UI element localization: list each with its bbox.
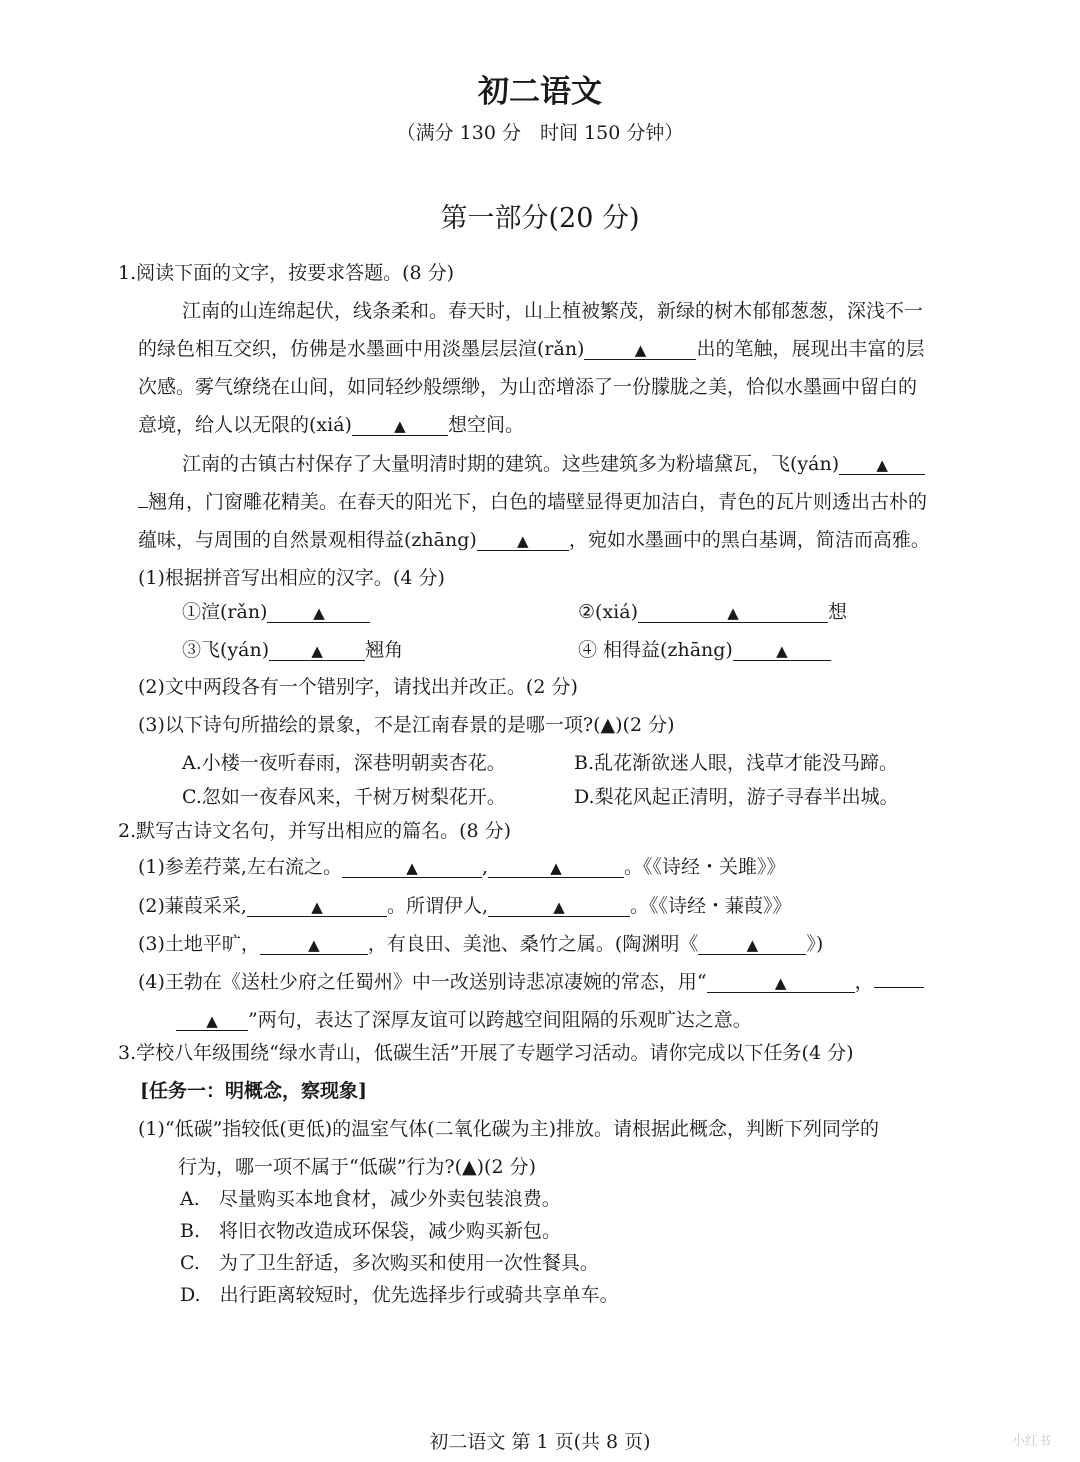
q1-sub1-label: (1)根据拼音写出相应的汉字。(4 分) [138, 567, 445, 589]
option-d: D.梨花风起正清明，游子寻春半出城。 [574, 786, 899, 808]
q3-sub1-line1: (1)“低碳”指较低(更低)的温室气体(二氧化碳为主)排放。请根据此概念，判断下列同学的 [138, 1118, 879, 1140]
answer-blank-2-4a[interactable]: ▲ [707, 973, 855, 993]
q3-option-c: C. 为了卫生舒适，多次购买和使用一次性餐具。 [180, 1252, 599, 1274]
answer-field-3[interactable]: ▲ [269, 641, 365, 661]
answer-blank-2-4b-cont[interactable]: ▲ [176, 1011, 248, 1031]
q1-sub2: (2)文中两段各有一个错别字，请找出并改正。(2 分) [138, 676, 578, 698]
q1-p1-line1: 江南的山连绵起伏，线条柔和。春天时，山上植被繁茂，新绿的树木郁郁葱葱，深浅不一 [182, 300, 924, 322]
answer-field-4[interactable]: ▲ [733, 641, 831, 661]
q3-heading: 3.学校八年级围绕“绿水青山，低碳生活”开展了专题学习活动。请你完成以下任务(4 分) [118, 1042, 854, 1064]
option-b: B.乱花渐欲迷人眼，浅草才能没马蹄。 [574, 752, 899, 774]
answer-blank-yan[interactable]: ▲ [839, 455, 925, 475]
q1-sub1-item1: ①渲(rǎn) ▲ [182, 597, 370, 624]
answer-blank-2-1a[interactable]: ▲ [342, 858, 482, 878]
q1-p1-line3: 次感。雾气缭绕在山间，如同轻纱般缥缈，为山峦增添了一份朦胧之美，恰似水墨画中留白的 [138, 376, 918, 398]
q2-line2: (2)蒹葭采采, ▲ 。所谓伊人, ▲ 。《《诗经・蒹葭》》 [138, 895, 792, 917]
answer-blank-xia[interactable]: ▲ [352, 416, 448, 436]
q3-option-a: A. 尽量购买本地食材，减少外卖包装浪费。 [180, 1188, 561, 1210]
q1-sub3-label: (3)以下诗句所描绘的景象，不是江南春景的是哪一项?(▲)(2 分) [138, 714, 675, 736]
answer-blank-ran[interactable]: ▲ [584, 340, 696, 360]
answer-blank-2-3b[interactable]: ▲ [698, 935, 806, 955]
option-c: C.忽如一夜春风来，千树万树梨花开。 [182, 786, 506, 808]
q2-line4: (4)王勃在《送杜少府之任蜀州》中一改送别诗悲凉凄婉的常态，用“ ▲ ， [138, 967, 924, 994]
q2-line5: ▲ ”两句，表达了深厚友谊可以跨越空间阻隔的乐观旷达之意。 [176, 1005, 752, 1032]
answer-blank-2-1b[interactable]: ▲ [488, 858, 624, 878]
q3-option-d: D. 出行距离较短时，优先选择步行或骑共享单车。 [180, 1284, 619, 1306]
answer-blank-2-2a[interactable]: ▲ [247, 897, 387, 917]
q2-line1: (1)参差荇菜,左右流之。 ▲ , ▲ 。《《诗经・关雎》》 [138, 856, 786, 878]
watermark: 小红书 [1012, 1434, 1052, 1449]
q1-heading: 1.阅读下面的文字，按要求答题。(8 分) [118, 262, 455, 284]
exam-title: 初二语文 [478, 74, 602, 110]
q3-sub1-line2: 行为，哪一项不属于“低碳”行为?(▲)(2 分) [178, 1156, 537, 1178]
q1-p1-line4: 意境，给人以无限的(xiá) ▲ 想空间。 [138, 414, 524, 436]
q1-sub1-item4: ④ 相得益(zhāng) ▲ [578, 635, 831, 662]
q3-option-b: B. 将旧衣物改造成环保袋，减少购买新包。 [180, 1220, 562, 1242]
answer-blank-2-2b[interactable]: ▲ [488, 897, 630, 917]
answer-blank-2-3a[interactable]: ▲ [260, 935, 368, 955]
q1-p1-line2: 的绿色相互交织，仿佛是水墨画中用淡墨层层渲(rǎn) ▲ 出的笔触，展现出丰富的层 [138, 338, 925, 360]
answer-field-1[interactable]: ▲ [267, 603, 370, 623]
q1-p2-line1: 江南的古镇古村保存了大量明清时期的建筑。这些建筑多为粉墙黛瓦，飞(yán) ▲ [182, 449, 925, 476]
part-title: 第一部分(20 分) [440, 203, 640, 234]
task-title: [任务一：明概念，察现象] [140, 1080, 367, 1102]
q2-heading: 2.默写古诗文名句，并写出相应的篇名。(8 分) [118, 820, 512, 842]
page-footer: 初二语文 第 1 页(共 8 页) [429, 1431, 651, 1453]
answer-field-2[interactable]: ▲ [638, 603, 828, 623]
option-a: A.小楼一夜听春雨，深巷明朝卖杏花。 [182, 752, 506, 774]
q1-p2-line2: 翘角，门窗雕花精美。在春天的阳光下，白色的墙壁显得更加洁白，青色的瓦片则透出古朴的 [138, 487, 927, 514]
q1-sub1-item3: ③飞(yán) ▲ 翘角 [182, 639, 404, 661]
q2-line3: (3)土地平旷， ▲ ，有良田、美池、桑竹之属。(陶渊明《 ▲ 》) [138, 933, 824, 955]
q1-p2-line3: 蕴味，与周围的自然景观相得益(zhāng) ▲ ，宛如水墨画中的黑白基调，简洁而高雅。 [138, 529, 930, 551]
answer-blank-zhang[interactable]: ▲ [477, 531, 569, 551]
q1-sub1-item2: ②(xiá) ▲ 想 [578, 601, 847, 623]
answer-blank-yan-cont[interactable] [138, 507, 148, 508]
answer-blank-2-4b[interactable] [874, 987, 924, 988]
exam-info: （满分 130 分 时间 150 分钟） [396, 122, 684, 144]
